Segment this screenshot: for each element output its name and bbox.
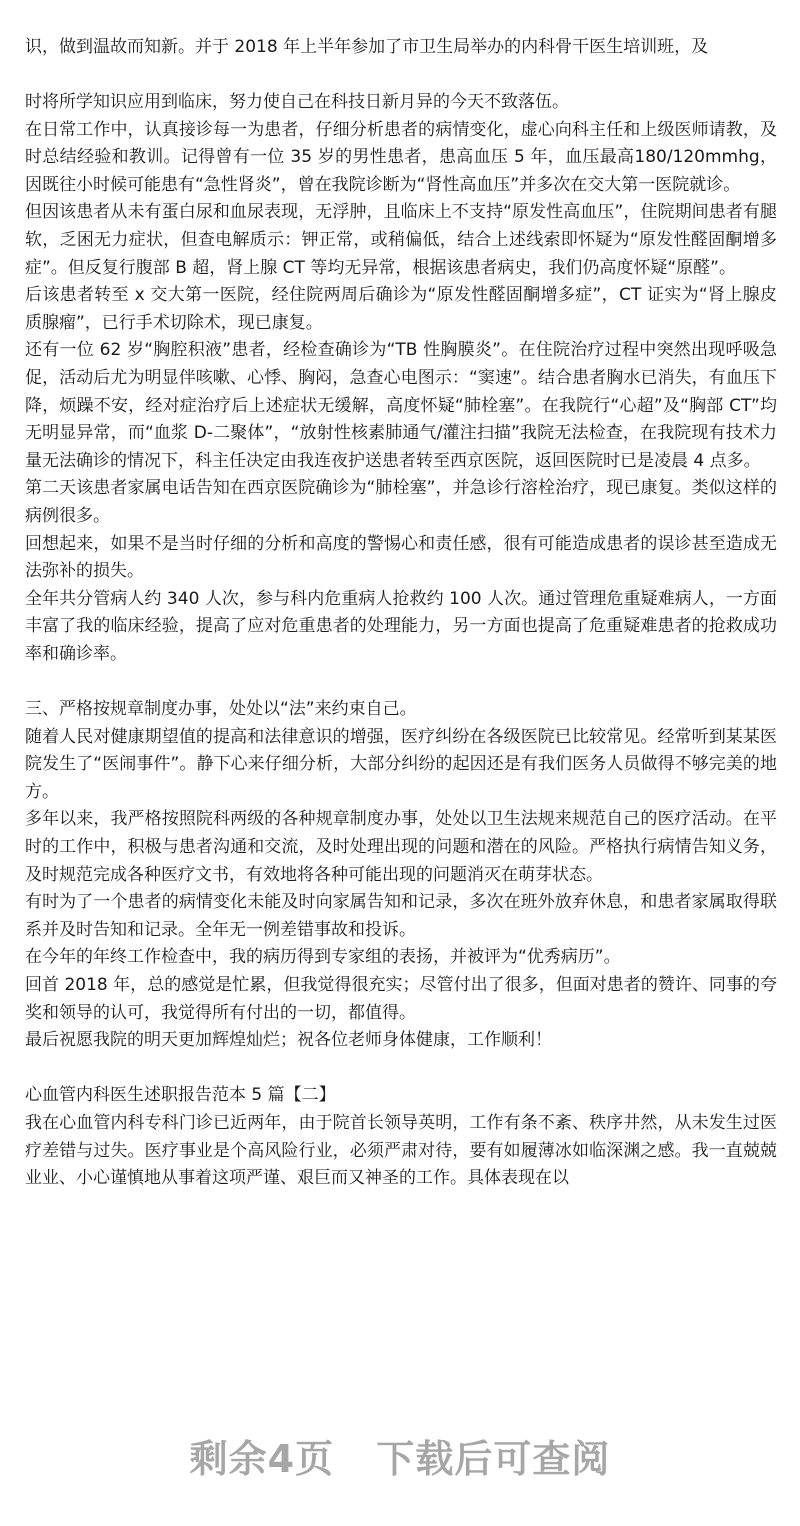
paragraph: 在日常工作中，认真接诊每一为患者，仔细分析患者的病情变化，虚心向科主任和上级医师请教，及时总结经验和教训。记得曾有一位 35 岁的男性患者，患高血压 5 年，血压最高180/120mmhg，因既往小时候可能患有“急性肾炎”，曾在我院诊断为“肾性高血压”并多次在交大第一医院就诊。 [25,119,777,195]
paragraph: 第二天该患者家属电话告知在西京医院确诊为“肺栓塞”，并急诊行溶栓治疗，现已康复。类似这样的病例很多。 [25,478,777,526]
paragraph: 随着人民对健康期望值的提高和法律意识的增强，医疗纠纷在各级医院已比较常见。经常听到某某医院发生了“医闹事件”。静下心来仔细分析，大部分纠纷的起因还是有我们医务人员做得不够完美的地方。 [25,726,777,802]
paragraph: 在今年的年终工作检查中，我的病历得到专家组的表扬，并被评为“优秀病历”。 [25,947,621,968]
paragraph: 时将所学知识应用到临床，努力使自己在科技日新月异的今天不致落伍。 [25,92,569,112]
remaining-pages-label: 剩余4页 [189,1437,335,1481]
paragraph: 有时为了一个患者的病情变化未能及时向家属告知和记录，多次在班外放弃休息，和患者家属取得联系并及时告知和记录。全年无一例差错事故和投诉。 [25,892,777,940]
paragraph: 后该患者转至 x 交大第一医院，经住院两周后确诊为“原发性醛固酮增多症”，CT 证实为“肾上腺皮质腺瘤”，已行手术切除术，现已康复。 [25,285,777,333]
top-fragment-block [25,34,777,62]
download-prompt[interactable] [0,1428,800,1483]
paragraph: 但因该患者从未有蛋白尿和血尿表现，无浮肿，且临床上不支持“原发性高血压”，住院期间患者有腿软，乏困无力症状，但查电解质示：钾正常，或稍偏低，结合上述线索即怀疑为“原发性醛固酮增多症”。但反复行腹部 B 超，肾上腺 CT 等均无异常，根据该患者病史，我们仍高度怀疑“原醛”。 [25,202,777,278]
paragraph: 我在心血管内科专科门诊已近两年，由于院首长领导英明，工作有条不紊、秩序井然，从未发生过医疗差错与过失。医疗事业是个高风险行业，必须严肃对待，要有如履薄冰如临深渊之感。我一直兢兢业业、小心谨慎地从事着这项严谨、艰巨而又神圣的工作。具体表现在以 [25,1112,777,1189]
paragraph: 最后祝愿我院的明天更加辉煌灿烂；祝各位老师身体健康，工作顺利！ [25,1030,552,1051]
blank-line [25,1055,777,1083]
paragraph: 全年共分管病人约 340 人次，参与科内危重病人抢救约 100 人次。通过管理危重疑难病人，一方面丰富了我的临床经验，提高了应对危重患者的处理能力，另一方面也提高了危重疑难患者的抢救成功率和确诊率。 [25,588,777,664]
paragraph: 回想起来，如果不是当时仔细的分析和高度的警惕心和责任感，很有可能造成患者的误诊甚至造成无法弥补的损失。 [25,533,777,582]
paragraph: 心血管内科医生述职报告范本 5 篇【二】 [25,1085,336,1106]
document-body [25,89,777,1193]
paragraph: 识，做到温故而知新。并于 2018 年上半年参加了市卫生局举办的内科骨干医生培训班，及 [25,37,709,57]
paragraph: 三、严格按规章制度办事，处处以“法”来约束自己。 [25,699,417,720]
paragraph: 多年以来，我严格按照院科两级的各种规章制度办事，处处以卫生法规来规范自己的医疗活动。在平时的工作中，积极与患者沟通和交流，及时处理出现的问题和潜在的风险。严格执行病情告知义务，及时规范完成各种医疗文书，有效地将各种可能出现的问题消灭在萌芽状态。 [25,809,777,885]
paragraph: 回首 2018 年，总的感觉是忙累，但我觉得很充实；尽管付出了很多，但面对患者的赞许、同事的夸奖和领导的认可，我觉得所有付出的一切，都值得。 [25,975,777,1023]
download-to-view-label[interactable]: 下载后可查阅 [376,1437,611,1481]
paragraph: 还有一位 62 岁“胸腔积液”患者，经检查确诊为“TB 性胸膜炎”。在住院治疗过程中突然出现呼吸急促，活动后尤为明显伴咳嗽、心悸、胸闷，急查心电图示：“窦速”。结合患者胸水已消失，有血压下降，烦躁不安，经对症治疗后上述症状无缓解，高度怀疑“肺栓塞”。在我院行“心超”及“胸部 CT”均无明显异常，而“血浆 D-二聚体”，“放射性核素肺通气/灌注扫描”我院无法检查，在我院现有技术力量无法确诊的情况下，科主任决定由我连夜护送患者转至西京医院，返回医院时已是凌晨 4 点多。 [25,340,777,471]
blank-line [25,668,777,696]
